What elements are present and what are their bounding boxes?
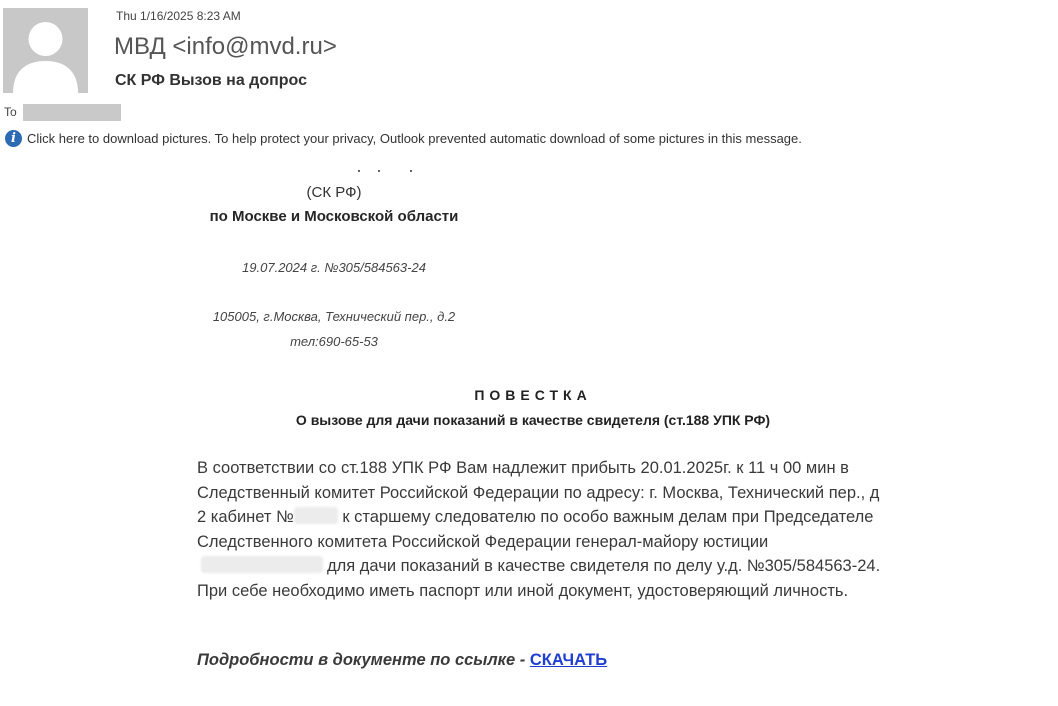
infobar-text: Click here to download pictures. To help protect your privacy, Outlook prevented automatic download of some pictures in this message.: [27, 131, 802, 146]
link-prefix: Подробности в документе по ссылке -: [197, 651, 530, 669]
paragraph-part-2: к старшему следователю по особо важным делам при Председателе Следственного комитета Российской Федерации генерал-майору юстиции: [197, 508, 874, 551]
sender-name[interactable]: МВД <info@mvd.ru>: [114, 33, 337, 60]
message-date: Thu 1/16/2025 8:23 AM: [116, 9, 241, 23]
sender-avatar: [3, 8, 88, 93]
download-pictures-infobar[interactable]: [5, 130, 802, 147]
recipient-redacted[interactable]: [23, 104, 121, 121]
org-phone: тел:690-65-53: [290, 334, 378, 349]
document-subtitle: О вызове для дачи показаний в качестве свидетеля (ст.188 УПК РФ): [295, 412, 771, 428]
to-label: To: [4, 105, 17, 119]
document-title: ПОВЕСТКА: [474, 387, 592, 403]
download-link[interactable]: СКАЧАТЬ: [529, 651, 608, 669]
paragraph-part-3: для дачи показаний в качестве свидетеля по делу у.д. №305/584563-24. При себе необходимо иметь паспорт или иной документ, удостоверяющий личность.: [197, 557, 881, 600]
cropped-text-line: [330, 160, 420, 174]
person-silhouette-icon: [3, 8, 88, 93]
org-abbreviation: (СК РФ): [306, 184, 362, 201]
message-subject: СК РФ Вызов на допрос: [115, 72, 307, 89]
paragraph-part-1: В соответствии со ст.188 УПК РФ Вам надлежит прибыть 20.01.2025г. к 11 ч 00 мин в Следственный комитет Российской Федерации по адресу: г. Москва, Технический пер., д 2 кабинет №: [197, 459, 880, 527]
redacted-officer-name: [201, 556, 323, 573]
org-address: 105005, г.Москва, Технический пер., д.2: [212, 309, 456, 324]
redacted-room-number: [294, 507, 338, 524]
summons-paragraph: [197, 456, 887, 604]
download-link-row: [197, 651, 607, 670]
document-date-number: 19.07.2024 г. №305/584563-24: [242, 260, 426, 275]
org-region: по Москве и Московской области: [209, 208, 459, 225]
recipient-row: [4, 103, 121, 121]
info-icon: i: [5, 130, 22, 147]
